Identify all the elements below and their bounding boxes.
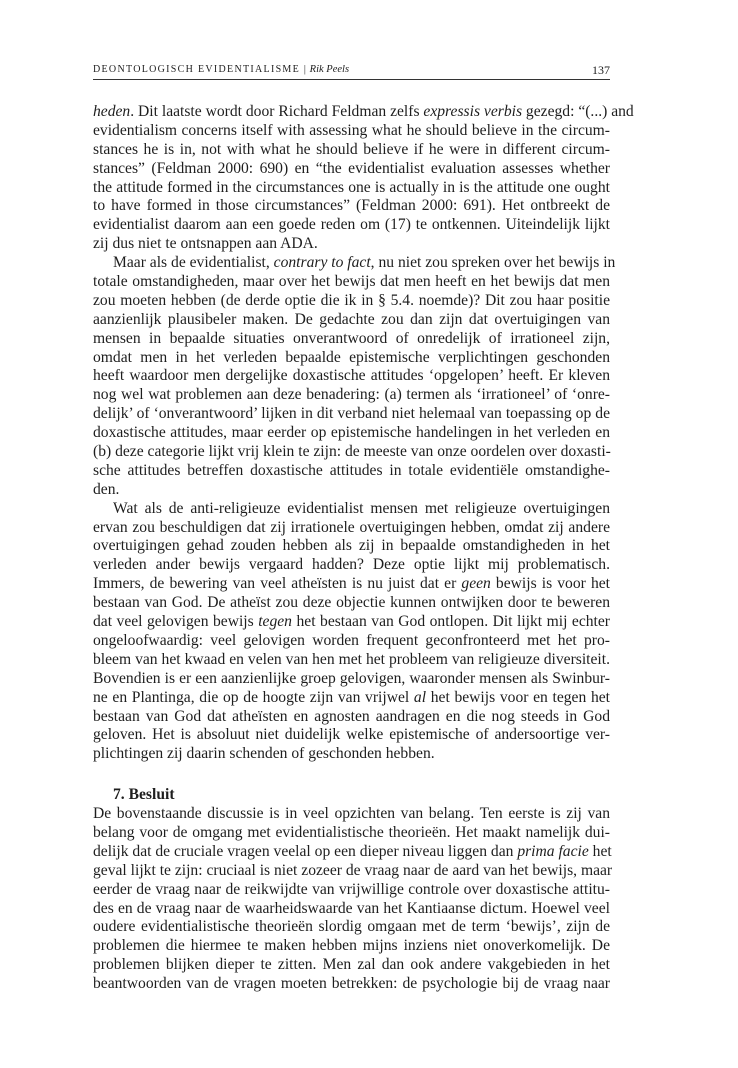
text-segment: eerder de vraag naar de reikwijdte van vrijwillige controle over doxastische attitu- [93,880,610,898]
text-line [93,975,610,994]
text-segment: nog wel wat problemen aan deze benadering: (a) termen als ‘irrationeel’ of ‘onre- [93,386,610,404]
italic-text: prima facie [517,842,589,860]
text-segment: totale omstandigheden, maar over het bewijs dat men heeft en het bewijs dat men [93,273,610,291]
text-line [93,651,610,670]
text-segment: den. [93,480,120,498]
text-segment: verleden ander bewijs vergaard hadden? Deze optie lijkt mij problematisch. [93,556,610,574]
text-segment: mensen in bepaalde situaties onverantwoord of onredelijk of irrationeel zijn, [93,329,610,347]
section-paragraph [93,805,613,994]
text-line [93,500,610,519]
text-line [93,937,610,956]
text-line [93,745,610,764]
text-segment: (b) deze categorie lijkt vrij klein te zijn: de meeste van onze oordelen over doxasti- [93,443,611,461]
text-segment: ongeloofwaardig: veel gelovigen worden frequent geconfronteerd met het pro- [93,631,610,649]
text-line [93,424,610,443]
text-line [93,881,610,900]
text-segment: oudere evidentialistische theorieën slordig omgaan met de term ‘bewijs’, zijn de [93,918,610,936]
text-segment: problemen blijken dieper te zitten. Men zal dan ook andere vakgebieden in het [93,956,610,974]
text-segment: delijk’ of ‘onverantwoord’ lijken in dit verband niet helemaal van toepassing op de [93,405,610,423]
text-segment: zij dus niet te ontsnappen aan ADA. [93,235,318,253]
text-segment: beantwoorden van de vragen moeten betrekken: de psychologie bij de vraag naar [93,975,610,993]
text-segment: heeft waardoor men dergelijke doxastische attitudes ‘opgelopen’ heeft. Er kleven [93,367,610,385]
text-line [93,443,610,462]
text-segment: des en de vraag naar de waarheidswaarde van het Kantiaanse dictum. Hoewel veel [93,899,610,917]
text-line [93,843,610,862]
text-segment: zou moeten hebben (de derde optie die ik in § 5.4. noemde)? Dit zou haar positie [93,291,610,309]
text-segment: belang voor de omgang met evidentialistische theorieën. Het maakt namelijk dui- [93,823,610,841]
text-segment: plichtingen zij daarin schenden of geschonden hebben. [93,745,435,763]
text-line [93,122,610,141]
italic-text: heden [93,103,131,120]
text-segment: to have formed in those circumstances” (Feldman 2000: 691). Het ontbreekt de [93,197,610,215]
page-body [93,103,634,994]
text-line [93,575,610,594]
book-title: DEONTOLOGISCH EVIDENTIALISME [93,64,301,75]
text-segment: problemen die hiermee te maken hebben mijns inziens niet onoverkomelijk. De [93,937,610,955]
text-line [93,311,610,330]
italic-text: al [413,688,427,706]
text-segment: geval lijkt te zijn: cruciaal is niet zozeer de vraag naar de aard van het bewijs, maar [93,861,613,879]
text-line [93,556,610,575]
text-line [93,197,610,216]
text-segment: Wat als de anti-religieuze evidentialist mensen met religieuze overtuigingen [113,499,610,517]
italic-text: contrary to fact [273,254,371,272]
text-line [93,824,610,843]
text-line [93,481,610,500]
text-segment: bleem van het kwaad en velen van hen met het probleem van religieuze diversiteit. [93,650,610,668]
text-segment: Bovendien is er een aanzienlijke groep gelovigen, waaronder mensen als Swinbur- [93,669,610,687]
text-line [93,216,610,235]
text-line [93,179,610,198]
text-line [93,537,610,556]
text-line [93,861,613,881]
text-segment: ne en Plantinga, die op de hoogte zijn van vrijwel [93,688,414,706]
text-segment: the attitude formed in the circumstances one is actually in is the attitude one ought [93,178,610,196]
text-segment: omdat men in het verleden bepaalde epistemische verplichtingen geschonden [93,348,610,366]
text-line [93,405,610,424]
text-line [93,689,610,708]
text-segment: aanzienlijk plausibeler maken. De gedachte zou dan zijn dat overtuigingen van [93,310,610,328]
paragraph [93,500,610,764]
text-line [93,386,610,405]
page-number: 137 [592,63,610,77]
text-segment: het bewijs voor en tegen het [426,688,611,706]
text-segment: bewijs is voor het [490,575,611,593]
text-segment: bestaan van God. De atheïst zou deze objectie kunnen ontwijken door te beweren [93,594,610,612]
running-header [93,62,610,80]
text-segment: De bovenstaande discussie is in veel opzichten van belang. Ten eerste is zij van [93,805,610,823]
text-segment: stances” (Feldman 2000: 690) en “the evidentialist evaluation assesses whether [93,159,610,177]
text-line [93,805,610,824]
text-line [93,349,610,368]
text-segment: Maar als de evidentialist, [113,254,274,272]
text-line [93,708,610,727]
text-line [93,103,634,122]
text-line [93,160,610,179]
italic-text: expressis verbis [423,103,523,120]
text-segment: geloven. Het is absoluut niet duidelijk welke epistemische of andersoortige ver- [93,726,610,744]
text-segment: evidentialism concerns itself with assessing what he should believe in the circum- [93,121,610,139]
text-segment: delijk dat de cruciale vragen veelal op een dieper niveau liggen dan [93,842,518,860]
text-segment: het [588,842,612,860]
text-line [93,292,610,311]
text-segment: stances he is in, not with what he should believe if he were in different circum- [93,140,610,158]
text-line [93,726,610,745]
text-segment: gezegd: “(...) and [522,103,634,120]
text-line [93,900,610,919]
running-title [93,64,349,75]
text-segment: sche attitudes betreffen doxastische attitudes in totale evidentiële omstandighe- [93,461,610,479]
text-line [93,519,610,538]
text-line [93,632,610,651]
author-name: Rik Peels [309,64,350,75]
text-segment: evidentialist daarom aan een goede reden om (17) te ontkennen. Uiteindelijk lijkt [93,216,610,234]
paragraphs [93,103,634,764]
header-separator: | [303,64,306,75]
italic-text: tegen [258,613,292,631]
text-line [93,141,610,160]
text-segment: bestaan van God dat atheïsten en agnosten aandragen en die nog steeds in God [93,707,610,725]
text-segment: Immers, de bewering van veel atheïsten is nu juist dat er [93,575,462,593]
text-line [93,670,610,689]
text-line [93,462,610,481]
text-line [93,594,610,613]
text-line [93,254,616,273]
text-line [93,235,610,254]
paragraph [93,254,616,500]
text-segment: dat veel gelovigen bewijs [93,613,259,631]
text-line [93,273,610,292]
section-heading: 7. Besluit [113,786,175,804]
text-line [93,918,610,937]
text-line [93,367,610,386]
text-segment: . Dit laatste wordt door Richard Feldman zelfs [130,103,424,120]
italic-text: geen [461,575,491,593]
paragraph [93,103,634,254]
text-segment: overtuigingen gehad zouden hebben als zij in bepaalde omstandigheden in het [93,537,610,555]
text-segment: doxastische attitudes, maar eerder op epistemische handelingen in het verleden en [93,424,610,442]
text-segment: ervan zou beschuldigen dat zij irrationele overtuigingen hebben, omdat zij andere [93,518,610,536]
text-line [93,956,610,975]
text-line [93,330,610,349]
text-line [93,613,610,632]
text-segment: , nu niet zou spreken over het bewijs in [370,254,616,272]
text-segment: het bestaan van God ontlopen. Dit lijkt mij echter [291,613,610,631]
